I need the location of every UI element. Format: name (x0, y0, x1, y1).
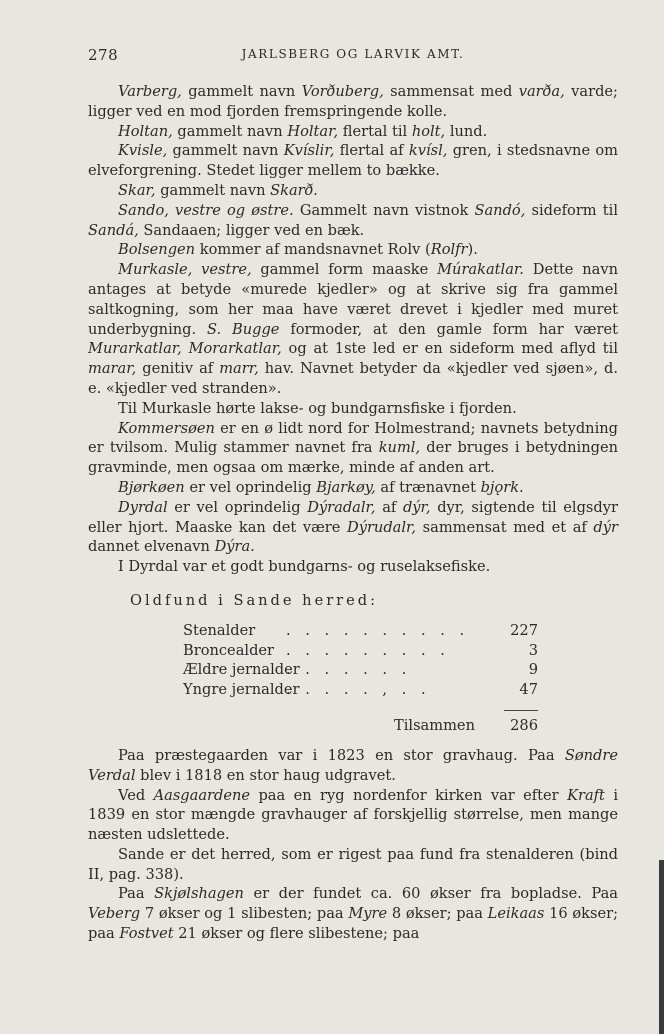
etymon: kuml, (378, 439, 421, 457)
body-text: 8 økser; paa (387, 905, 488, 923)
row-label: Broncealder (183, 641, 275, 659)
total-value: 286 (510, 716, 538, 734)
old-form: Bjarkøy, (316, 478, 376, 496)
entry-text: gammelt navn (167, 142, 284, 160)
entry-text: genitiv af (136, 360, 220, 378)
entry-text: Sandaaen; ligger ved en bæk. (138, 221, 365, 239)
table-row (88, 621, 618, 641)
paragraph-sande: Sande er det herred, som er rigest paa fund fra stenalderen (bind II, pag. 338). (88, 845, 618, 883)
etymon: kvísl, (408, 142, 448, 160)
entry-holtan (88, 122, 618, 142)
place-name: Skar, (118, 181, 156, 199)
page-header (88, 46, 618, 68)
row-value: 47 (519, 681, 538, 699)
etymon: holt, (411, 122, 446, 140)
oldfund-table (88, 621, 618, 732)
entry-sando (88, 201, 618, 241)
table-row (88, 680, 618, 700)
place-name: Myre (348, 905, 388, 923)
entry-text: lund. (445, 122, 488, 140)
entry-text: er vel oprindelig (184, 478, 317, 496)
author-reference: S. Bugge (207, 320, 280, 338)
entry-kvisle (88, 141, 618, 181)
body-text: 21 økser og flere slibestene; paa (173, 925, 420, 943)
entry-text: flertal af (334, 142, 409, 160)
table-row (88, 641, 618, 661)
entry-text: gammel form maaske (251, 261, 438, 279)
entry-text: ). (467, 241, 478, 259)
old-form: Vorðuberg, (301, 83, 384, 100)
paragraph-aasgaardene (88, 786, 618, 845)
etymon: dýr, (402, 498, 431, 516)
entry-kommersoen (88, 419, 618, 478)
place-name: Dyrdal (118, 498, 168, 516)
row-label: Yngre jernalder (183, 681, 300, 699)
body-text: Paa (118, 885, 155, 903)
body-text: 7 økser og 1 slibesten; paa (140, 905, 349, 923)
page-number: 278 (88, 46, 119, 64)
leader-dots: . . . . . , . . (286, 681, 431, 699)
entry-text: formoder, at den gamle form har været (279, 320, 618, 338)
row-label: Ældre jernalder (183, 661, 300, 679)
old-form: Múrakatlar. (437, 261, 524, 279)
place-name: Kvisle, (118, 142, 168, 160)
entry-skar (88, 181, 618, 201)
page-body (88, 82, 618, 944)
old-form: Dýra. (214, 538, 255, 556)
body-text: er der fundet ca. 60 økser fra bopladse. Paa (243, 885, 618, 903)
total-label: Tilsammen (394, 716, 475, 734)
place-name: Bolsengen (118, 241, 196, 259)
old-form: Holtar, (287, 122, 339, 140)
place-name: Varberg, (118, 83, 182, 100)
body-text: blev i 1818 en stor haug udgravet. (135, 766, 396, 784)
entry-text: af trænavnet (375, 478, 481, 496)
entry-text: er vel oprindelig (167, 498, 308, 516)
leader-dots: . . . . . . . (286, 661, 412, 679)
entry-text (182, 340, 189, 357)
old-form: Dýrudalr, (347, 518, 417, 536)
entry-text: gren, i stedsnavne om elveforgrening. Stedet ligger mellem to bække. (88, 142, 618, 180)
etymon: marar, (88, 360, 137, 378)
entry-dyrdal-fishing: I Dyrdal var et godt bundgarns- og ruselaksefiske. (118, 558, 491, 576)
etymon: Sandá, (88, 221, 139, 239)
table-row (88, 660, 618, 680)
paragraph-finds (88, 884, 618, 943)
body-text: i 1839 en stor mængde gravhauger af forskjellig størrelse, men mange næsten udslettede. (88, 786, 618, 844)
entry-text: er en ø lidt nord for Holmestrand; navnets betydning er tvilsom. Mulig stammer navnet fra (88, 419, 618, 457)
body-text: Ved (118, 786, 154, 804)
place-name: Holtan, (118, 122, 173, 140)
entry-text: Gammelt navn vistnok (293, 201, 475, 219)
place-name: Kommersøen (118, 419, 215, 437)
author-reference: Kraft (567, 786, 605, 804)
entry-text: dannet elvenavn (88, 538, 215, 556)
entry-text: gammelt navn (181, 83, 302, 100)
entry-text: varde; ligger ved en mod fjorden fremspringende kolle. (88, 83, 618, 120)
entry-dyrdal (88, 498, 618, 557)
entry-text: Dette navn antages at betyde «murede kjedler» og at skrive sig fra gammel saltkogning, som her maa have været drevet i kjedler med muret underbygning. (88, 261, 618, 338)
entry-text: af (375, 498, 403, 516)
entry-bjorkoen (88, 478, 618, 498)
place-name: Leikaas (487, 905, 545, 923)
entry-text: kommer af mandsnavnet Rolv ( (195, 241, 431, 259)
entry-text: flertal til (338, 122, 412, 140)
place-name: Sando, vestre og østre. (118, 201, 294, 219)
old-form: Dýradalr, (307, 498, 376, 516)
total-rule (504, 710, 538, 711)
row-value: 3 (528, 641, 538, 659)
place-name: Skjølshagen (154, 885, 244, 903)
body-text: Paa præstegaarden var i 1823 en stor gravhaug. Paa (118, 746, 565, 764)
entry-text: dyr, sigtende til elgsdyr eller hjort. Maaske kan det være (88, 498, 618, 536)
row-label: Stenalder (183, 621, 256, 639)
place-name: Murkasle, vestre, (118, 261, 252, 279)
running-title: JARLSBERG OG LARVIK AMT. (241, 47, 465, 61)
body-text: paa en ryg nordenfor kirken var efter (250, 786, 568, 804)
old-form: Kvíslir, (283, 142, 335, 160)
old-form: Murarkatlar, (88, 340, 182, 358)
old-form: Rolfr (430, 241, 468, 259)
place-name: Fostvet (119, 925, 174, 943)
place-name: Bjørkøen (118, 478, 185, 496)
page-edge (659, 860, 664, 1034)
place-name: Søndre Verdal (88, 746, 618, 784)
oldfund-heading: Oldfund i Sande herred: (130, 591, 379, 609)
entry-text: gammelt navn (172, 122, 288, 140)
old-form: Sandó, (474, 201, 526, 219)
place-name: Veberg (88, 905, 141, 923)
entry-text: og at 1ste led er en sideform med aflyd til (281, 340, 618, 358)
entry-text: gammelt navn (155, 181, 271, 199)
entry-text: sammensat med et af (416, 518, 594, 536)
total-row (88, 710, 618, 732)
row-value: 9 (528, 661, 538, 679)
entry-murkasle (88, 260, 618, 399)
place-name: Aasgaardene (153, 786, 251, 804)
leader-dots: . . . . . . . . . (286, 641, 450, 659)
entry-text: der bruges i betydningen gravminde, men ogsaa om mærke, minde af anden art. (88, 439, 618, 477)
entry-text: sideform til (525, 201, 618, 219)
entry-text: hav. Navnet betyder da «kjedler ved sjøen», d. e. «kjedler ved stranden». (88, 360, 618, 397)
paragraph-praestegaarden (88, 746, 618, 786)
old-form: Morarkatlar, (188, 340, 282, 358)
etymon: marr, (219, 360, 259, 378)
old-form: Skarð. (270, 181, 318, 199)
entry-murkasle-fishing: Til Murkasle hørte lakse- og bundgarnsfiske i fjorden. (118, 399, 517, 417)
body-text: 16 økser; paa (88, 905, 618, 943)
etymon: bjǫrk. (480, 478, 524, 496)
leader-dots: . . . . . . . . . . (286, 621, 470, 639)
entry-varberg (88, 82, 618, 122)
entry-text: sammensat med (383, 83, 519, 100)
etymon: varða, (518, 83, 565, 100)
row-value: 227 (510, 621, 538, 639)
etymon: dýr (593, 518, 618, 536)
entry-bolsengen (88, 240, 618, 260)
